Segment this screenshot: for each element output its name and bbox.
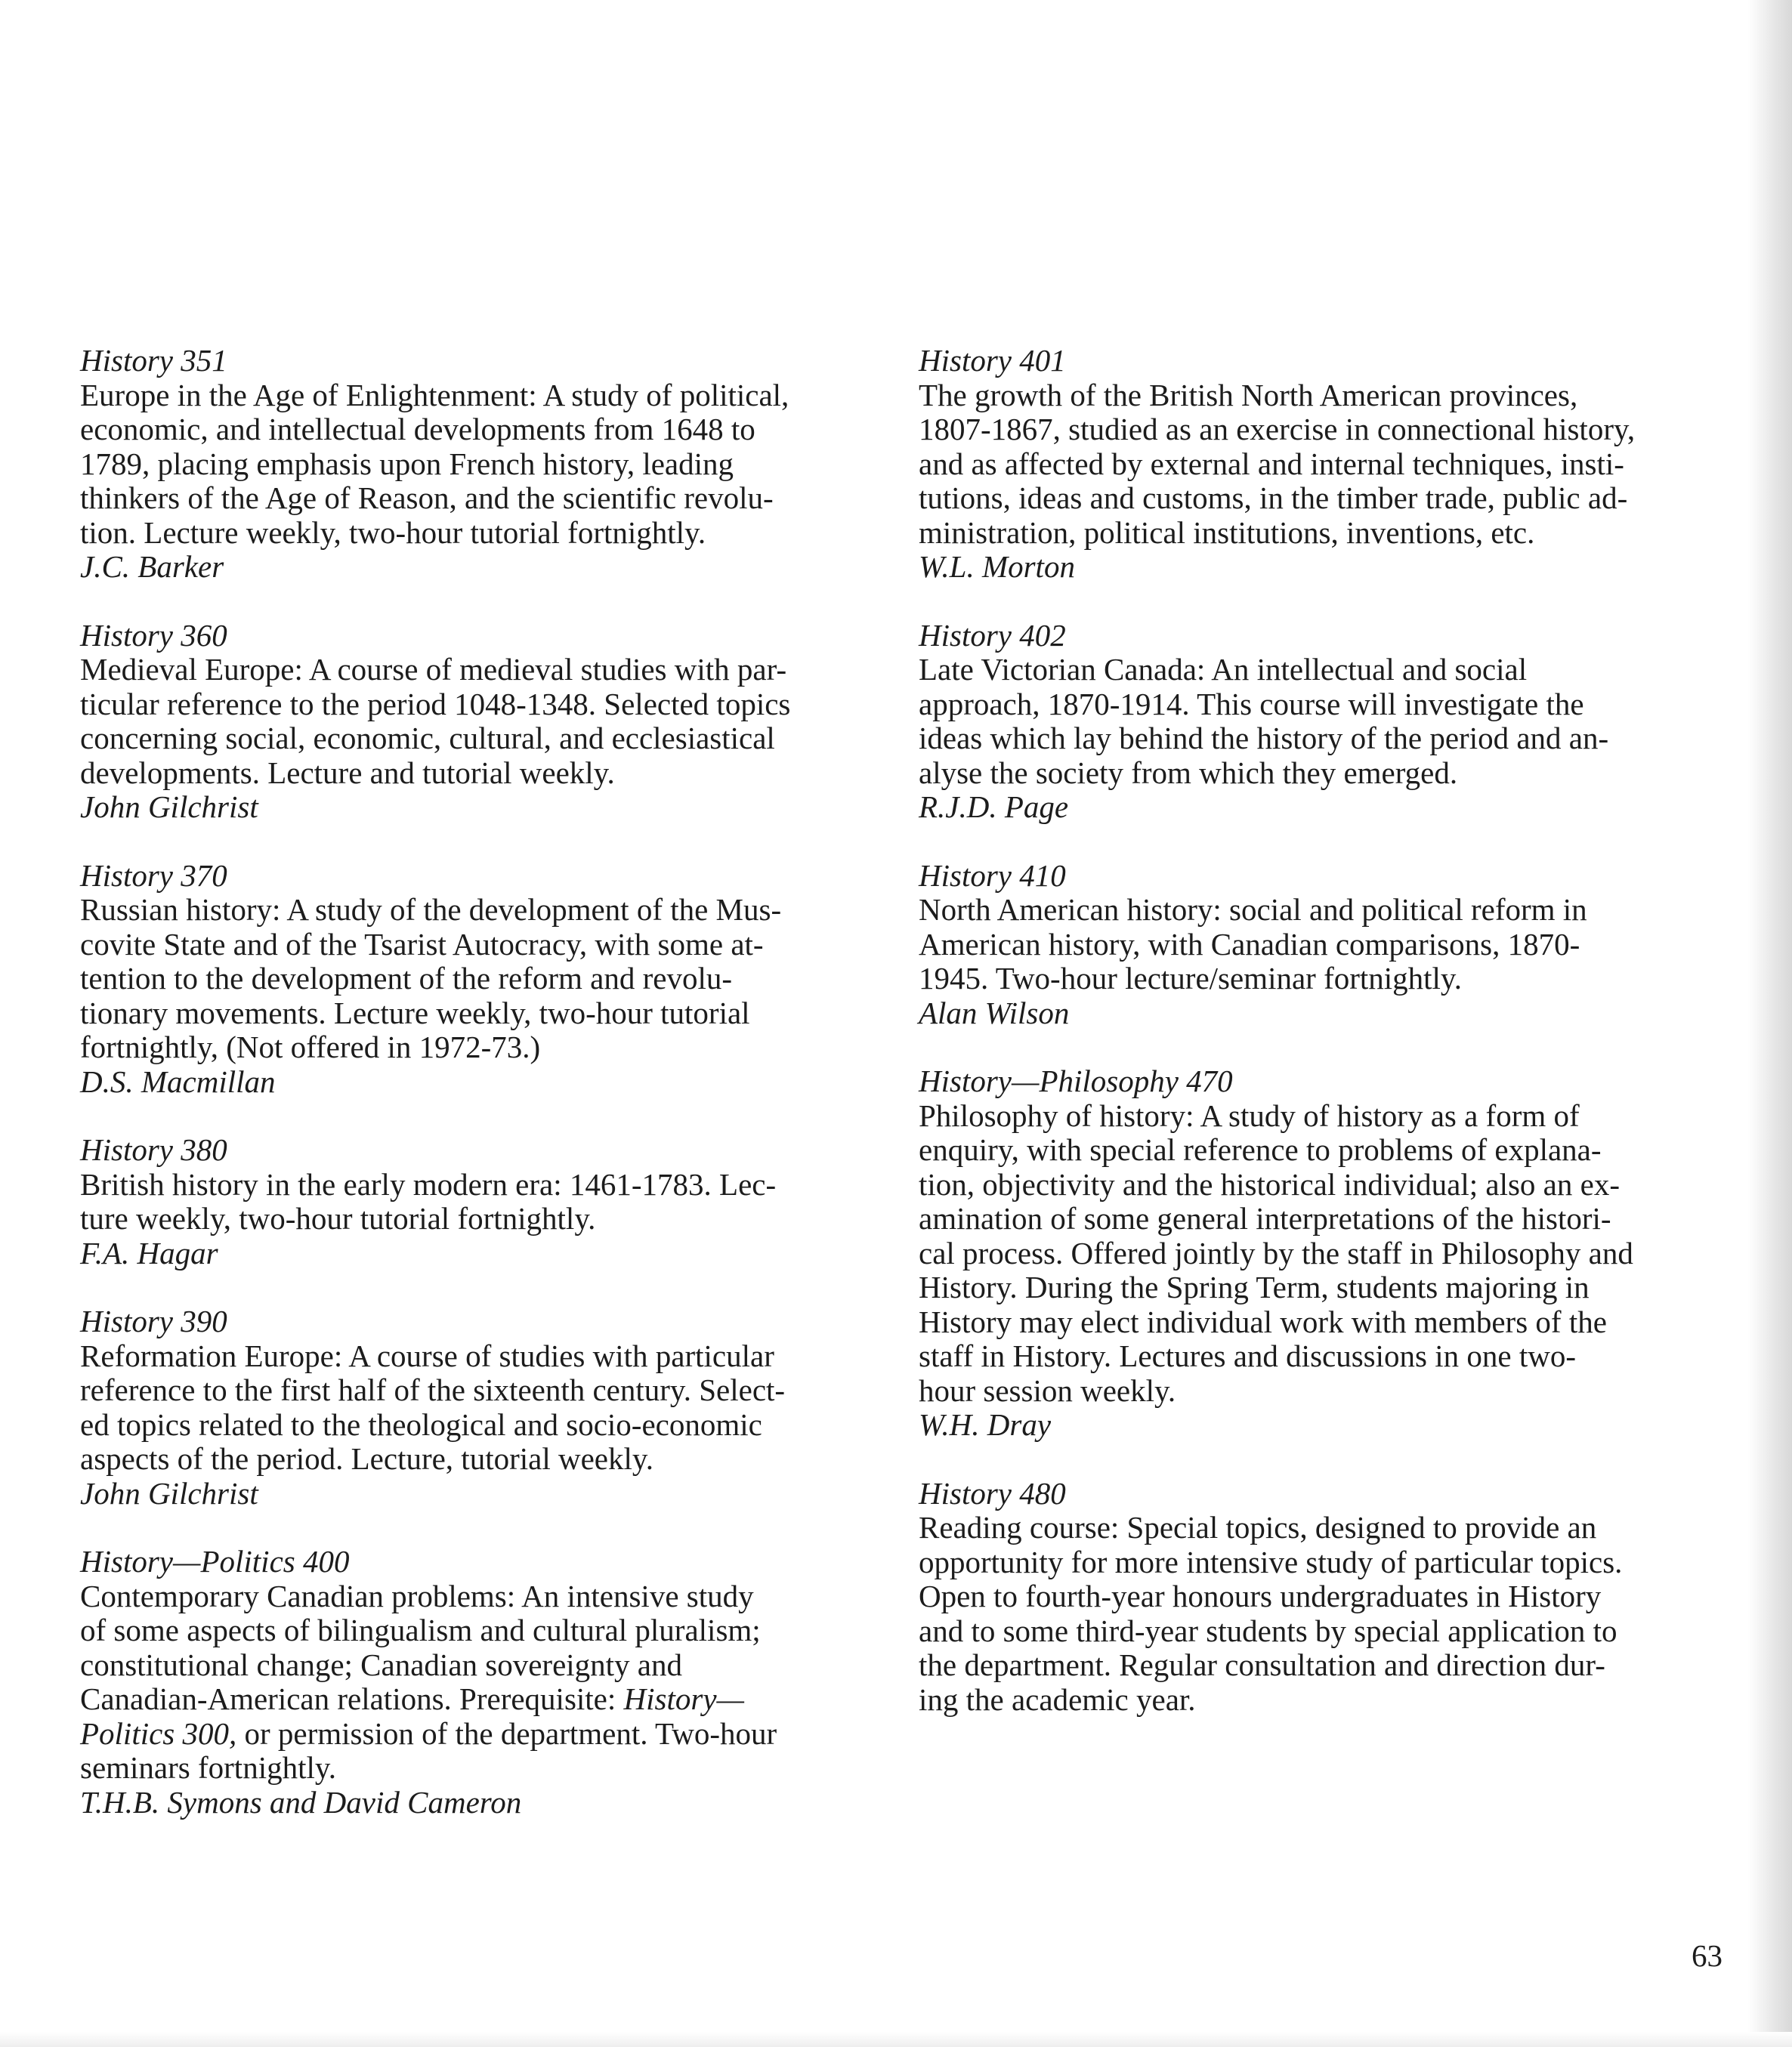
course-title: History 402 [919, 617, 1066, 653]
course-description: North American history: social and political reform in American history, with Canadian comparisons, 1870- 1945. Two-hour lecture/seminar fortnightly. [919, 892, 1587, 996]
course-title: History—Politics 400 [80, 1544, 350, 1579]
course-instructor: R.J.D. Page [919, 789, 1069, 824]
course-title: History 401 [919, 343, 1066, 378]
course-instructor: John Gilchrist [80, 1475, 258, 1511]
course-title: History 351 [80, 343, 227, 378]
course-instructor: J.C. Barker [80, 549, 224, 584]
page-number: 63 [1692, 1938, 1722, 1973]
course-description [80, 1579, 866, 1786]
course-description: Russian history: A study of the development of the Mus- covite State and of the Tsarist Autocracy, with some at- tention to the development of the reform and revolu- tionary movements. Lecture weekly, two-hour tutorial fortnightly, (Not offered in 1972-73.) [80, 892, 782, 1064]
course-entry-history-380 [80, 1133, 866, 1270]
course-instructor: W.L. Morton [919, 549, 1075, 584]
course-entry-history-390 [80, 1304, 866, 1511]
course-entry-history-351 [80, 344, 866, 585]
course-title: History 410 [919, 857, 1066, 893]
course-instructor: John Gilchrist [80, 789, 258, 824]
course-description: Philosophy of history: A study of history as a form of enquiry, with special reference to problems of explana- tion, objectivity and the historical individual; also an ex- amination of some general interpretations of the histori- cal process. Offered jointly by the staff in Philosophy and History. During the Spring Term, students majoring in History may elect individual work with members of the staff in History. Lectures and discussions in one two- hour session weekly. [919, 1098, 1633, 1408]
course-title: History 480 [919, 1475, 1066, 1511]
course-entry-history-philosophy-470 [919, 1064, 1697, 1443]
course-title: History 370 [80, 857, 227, 893]
course-entry-history-370 [80, 859, 866, 1100]
course-instructor: T.H.B. Symons and David Cameron [80, 1784, 522, 1820]
prerequisite-course: History— Politics 300, [80, 1681, 744, 1751]
page-bottom-shadow [0, 2032, 1792, 2047]
course-description: The growth of the British North American provinces, 1807-1867, studied as an exercise in connectional history, and as affected by external and internal techniques, insti- tutions, ideas and customs, in the timber trade, public ad- ministration, political institutions, inventions, etc. [919, 377, 1636, 550]
course-entry-history-politics-400 [80, 1545, 866, 1820]
course-description: Reformation Europe: A course of studies with particular reference to the first half of the sixteenth century. Select- ed topics related to the theological and socio-economic aspects of the period. Lecture, tutorial weekly. [80, 1338, 786, 1476]
course-instructor: F.A. Hagar [80, 1235, 218, 1270]
course-title: History—Philosophy 470 [919, 1064, 1233, 1098]
course-entry-history-401 [919, 344, 1697, 585]
course-entry-history-480 [919, 1477, 1697, 1718]
description-text: Contemporary Canadian problems: An intensive study of some aspects of bilingualism and cultural pluralism; constitutional change; Canadian sovereignty and Canadian-American relations. Prerequisite: [80, 1578, 761, 1716]
page-edge-shadow [1748, 0, 1792, 2047]
course-title: History 390 [80, 1304, 227, 1338]
left-column [80, 344, 866, 1854]
course-instructor: W.H. Dray [919, 1407, 1052, 1442]
course-description: British history in the early modern era: 1461-1783. Lec- ture weekly, two-hour tutorial fortnightly. [80, 1166, 777, 1236]
description-text: or permission of the department. Two-hour seminars fortnightly. [80, 1715, 777, 1785]
course-entry-history-402 [919, 619, 1697, 825]
course-description: Medieval Europe: A course of medieval studies with par- ticular reference to the period 1048-1348. Selected topics concerning social, economic, cultural, and ecclesiastical developments. Lecture and tutorial weekly. [80, 652, 791, 790]
course-entry-history-410 [919, 859, 1697, 1031]
course-description: Reading course: Special topics, designed to provide an opportunity for more intensive study of particular topics. Open to fourth-year honours undergraduates in History and to some third-year students by special application to the department. Regular consultation and direction dur- ing the academic year. [919, 1510, 1623, 1717]
course-instructor: D.S. Macmillan [80, 1064, 276, 1099]
course-instructor: Alan Wilson [919, 995, 1070, 1030]
course-description: Europe in the Age of Enlightenment: A study of political, economic, and intellectual developments from 1648 to 1789, placing emphasis upon French history, leading thinkers of the Age of Reason, and the scientific revolu- tion. Lecture weekly, two-hour tutorial fortnightly. [80, 377, 789, 550]
course-entry-history-360 [80, 619, 866, 825]
course-title: History 360 [80, 617, 227, 653]
right-column [919, 344, 1697, 1751]
course-description: Late Victorian Canada: An intellectual and social approach, 1870-1914. This course will investigate the ideas which lay behind the history of the period and an- alyse the society from which they emerged. [919, 652, 1609, 790]
course-title: History 380 [80, 1132, 227, 1167]
